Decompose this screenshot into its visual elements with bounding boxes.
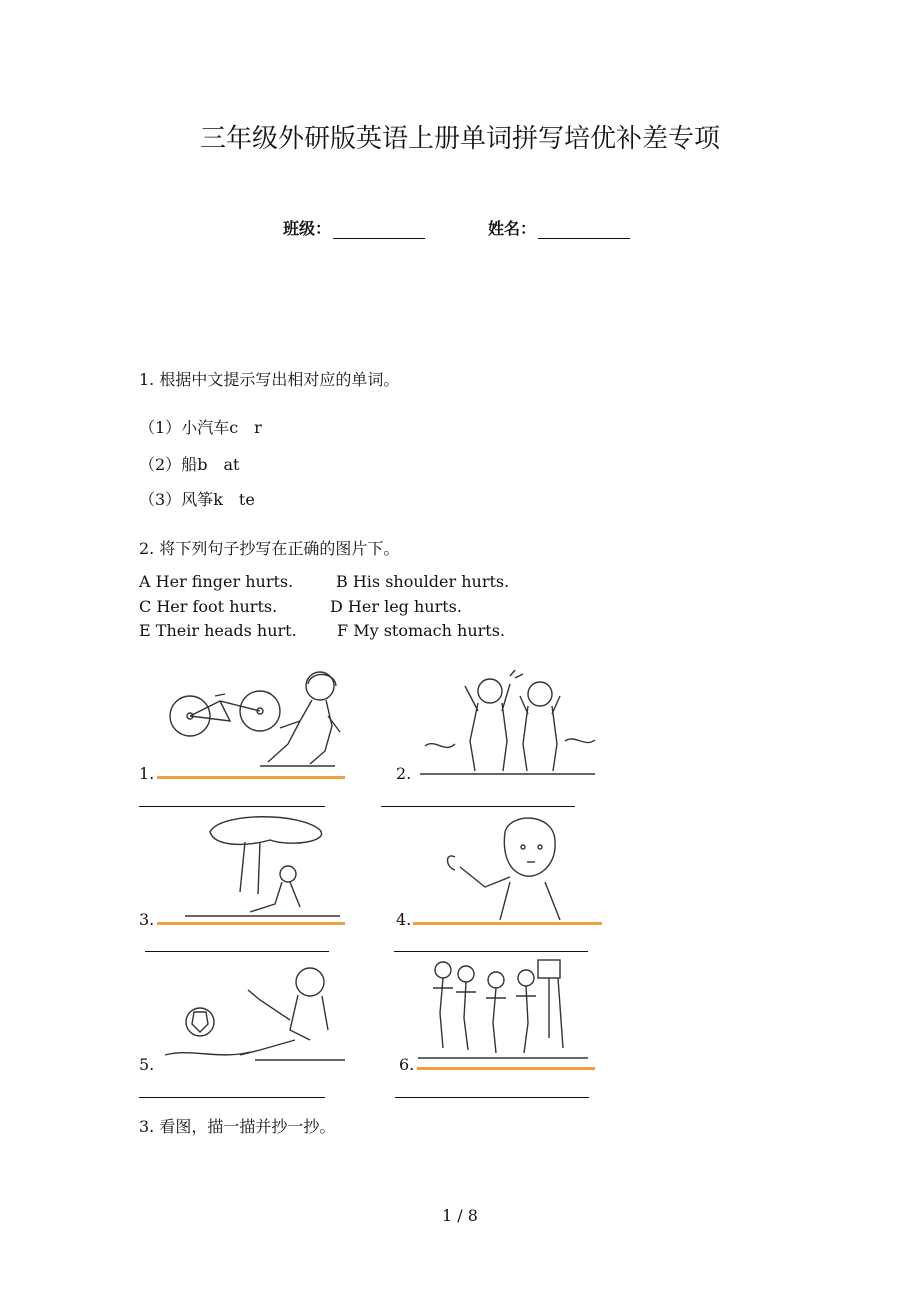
picture-4-finger [415,812,600,922]
q1-item-cn: 船 [181,455,198,474]
picture-5-foot [160,960,350,1070]
label-5: 5. [139,1055,155,1074]
class-label: 班级： [283,219,332,238]
q1-item-cn: 小汽车 [181,418,230,437]
name-field[interactable] [488,216,630,239]
answer-line-6[interactable] [417,1067,595,1070]
answer-line-3[interactable] [157,922,345,925]
label-1: 1. [139,764,155,783]
page-number: 1 / 8 [442,1206,478,1225]
picture-3-tree [180,812,345,922]
q1-item-num: （3） [139,490,182,509]
copy-line-2[interactable] [381,806,575,807]
name-label: 姓名： [488,219,537,238]
label-4: 4. [396,910,412,929]
copy-line-1[interactable] [139,806,325,807]
q1-item-letter-b: at [223,455,240,474]
copy-line-4[interactable] [394,951,588,952]
q1-item-letter-a: b [197,455,208,474]
q1-item-letter-a: c [229,418,239,437]
label-6: 6. [399,1055,415,1074]
answer-line-1[interactable] [157,776,345,779]
option-c: C Her foot hurts. [139,597,278,616]
q1-prompt: 1. 根据中文提示写出相对应的单词。 [139,370,400,389]
option-a: A Her finger hurts. [139,572,294,591]
option-d: D Her leg hurts. [330,597,462,616]
class-blank[interactable] [333,220,425,239]
copy-line-3[interactable] [145,951,329,952]
q3-prompt: 3. 看图，描一描并抄一抄。 [139,1117,336,1136]
q1-item-num: （1） [139,418,182,437]
option-f: F My stomach hurts. [337,621,506,640]
q1-item-2 [139,452,239,475]
page-title: 三年级外研版英语上册单词拼写培优补差专项 [199,124,720,154]
copy-line-6[interactable] [395,1097,589,1098]
label-2: 2. [396,764,412,783]
picture-6-stomach [418,958,598,1066]
q1-item-letter-b: r [254,418,262,437]
q1-item-letter-a: k [213,490,223,509]
option-e: E Their heads hurt. [139,621,297,640]
q1-item-letter-b: te [238,490,255,509]
q1-item-3 [139,487,255,510]
q2-prompt: 2. 将下列句子抄写在正确的图片下。 [139,539,400,558]
label-3: 3. [139,910,155,929]
class-field[interactable] [283,216,425,239]
picture-1-bike-fall [160,666,350,778]
copy-line-5[interactable] [139,1097,325,1098]
q1-item-1 [139,415,262,438]
name-blank[interactable] [538,220,630,239]
option-b: B His shoulder hurts. [336,572,510,591]
picture-2-heads [415,666,600,778]
q1-item-num: （2） [139,455,182,474]
q1-item-cn: 风筝 [181,490,214,509]
answer-line-4[interactable] [413,922,602,925]
